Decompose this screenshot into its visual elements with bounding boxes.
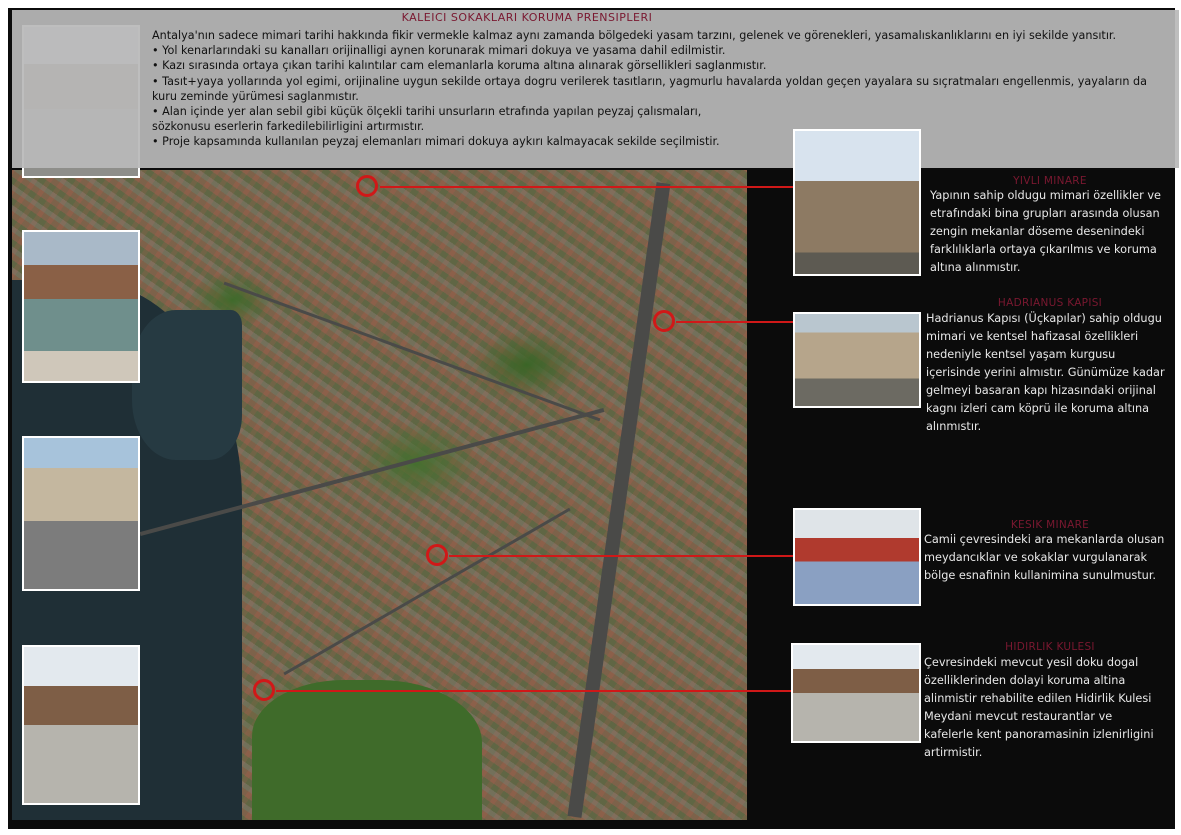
landmark-title-yivli-minare: YIVLI MINARE: [1013, 175, 1087, 187]
marker-hadrianus-kapisi[interactable]: [653, 310, 675, 332]
landmark-title-kesik-minare: KESIK MINARE: [1010, 519, 1090, 531]
principles-panel: [12, 10, 1179, 168]
marker-yivli-minare[interactable]: [356, 175, 378, 197]
photo-landscape: [22, 645, 140, 805]
leader-line-yivli: [380, 186, 793, 188]
street: [224, 282, 601, 422]
principle-item: • Alan içinde yer alan sebil gibi küçük ölçekli tarihi unsurların etrafında yapılan peyzaj çalısmaları, sözkonusu eserlerin farkedilebilirligini artırmıstır.: [152, 105, 702, 134]
landmark-desc-hidirlik-kulesi: Çevresindeki mevcut yesil doku dogal özelliklerinden dolayi koruma altina alinmistir rehabilite edilen Hidirlik Kulesi Meydani mevcut restaurantlar ve kafelerle kent panoramasinin izlenirligini artirmistir.: [924, 656, 1154, 759]
photo-yivli-minare: [793, 129, 921, 276]
principles-list: [152, 28, 1167, 150]
landmark-desc-hadrianus-kapisi: Hadrianus Kapısı (Üçkapılar) sahip oldugu mimari ve kentsel hafizasal özellikleri nedeniyle kentsel yaşam kurgusu içerisinde yerini almıstır. Günümüze kadar gelmeyi basaran kapı hizasındaki orijinal kagnı izleri cam köprü ile koruma altına alınmıstır.: [926, 312, 1165, 433]
photo-glass-remains: [22, 230, 140, 383]
leader-line-hadrianus: [676, 321, 793, 323]
principle-intro: Antalya'nın sadece mimari tarihi hakkında fikir vermekle kalmaz aynı zamanda bölgedeki yasam tarzını, gelenek ve görenekleri, yasamalıskanlıklarını en iyi sekilde yansıtır.: [152, 29, 1117, 42]
landmark-desc-yivli-minare: Yapının sahip oldugu mimari özellikler ve etrafındaki bina grupları arasında olusan zengin mekanlar döseme desenindeki farklılıklarla ortaya çıkarılmıs ve koruma altına alınmıstır.: [930, 189, 1161, 274]
principle-item: • Tasıt+yaya yollarında yol egimi, orijinaline uygun sekilde ortaya dogru verilerek tasıtların, yagmurlu havalarda yoldan geçen yayalara su sıçratmaları engellenmis, yayaların da kuru zeminde yürümesi saglanmıstır.: [152, 74, 1147, 103]
photo-kesik-minare: [793, 508, 921, 606]
landmark-desc-kesik-minare: Camii çevresindeki ara mekanlarda olusan meydancıklar ve sokaklar vurgulanarak bölge esnafinin kullanimina sunulmustur.: [924, 533, 1165, 582]
marker-kesik-minare[interactable]: [426, 544, 448, 566]
photo-hadrianus-kapisi: [793, 312, 921, 408]
street: [283, 508, 570, 676]
landmark-title-hadrianus-kapisi: HADRIANUS KAPISI: [997, 297, 1103, 309]
leader-line-hidirlik: [276, 690, 791, 692]
photo-pedestrian-road: [22, 436, 140, 591]
city-wall-road: [568, 182, 671, 818]
principle-item: • Proje kapsamında kullanılan peyzaj elemanları mimari dokuya aykırı kalmayacak sekilde seçilmistir.: [152, 135, 720, 149]
marker-hidirlik-kulesi[interactable]: [253, 679, 275, 701]
harbor-area: [132, 310, 242, 460]
principle-item: • Yol kenarlarındaki su kanalları orijinalligi aynen korunarak mimari dokuya ve yasama dahil edilmistir.: [152, 44, 726, 58]
photo-hidirlik-kulesi: [791, 643, 921, 743]
park-area: [252, 680, 482, 820]
landmark-title-hidirlik-kulesi: HIDIRLIK KULESI: [1005, 641, 1095, 653]
leader-line-kesik: [449, 555, 793, 557]
principle-item: • Kazı sırasında ortaya çıkan tarihi kalıntılar cam elemanlarla koruma altına alınarak görsellikleri saglanmıstır.: [152, 59, 767, 73]
page-title: KALEICI SOKAKLARI KORUMA PRENSIPLERI: [401, 11, 653, 24]
